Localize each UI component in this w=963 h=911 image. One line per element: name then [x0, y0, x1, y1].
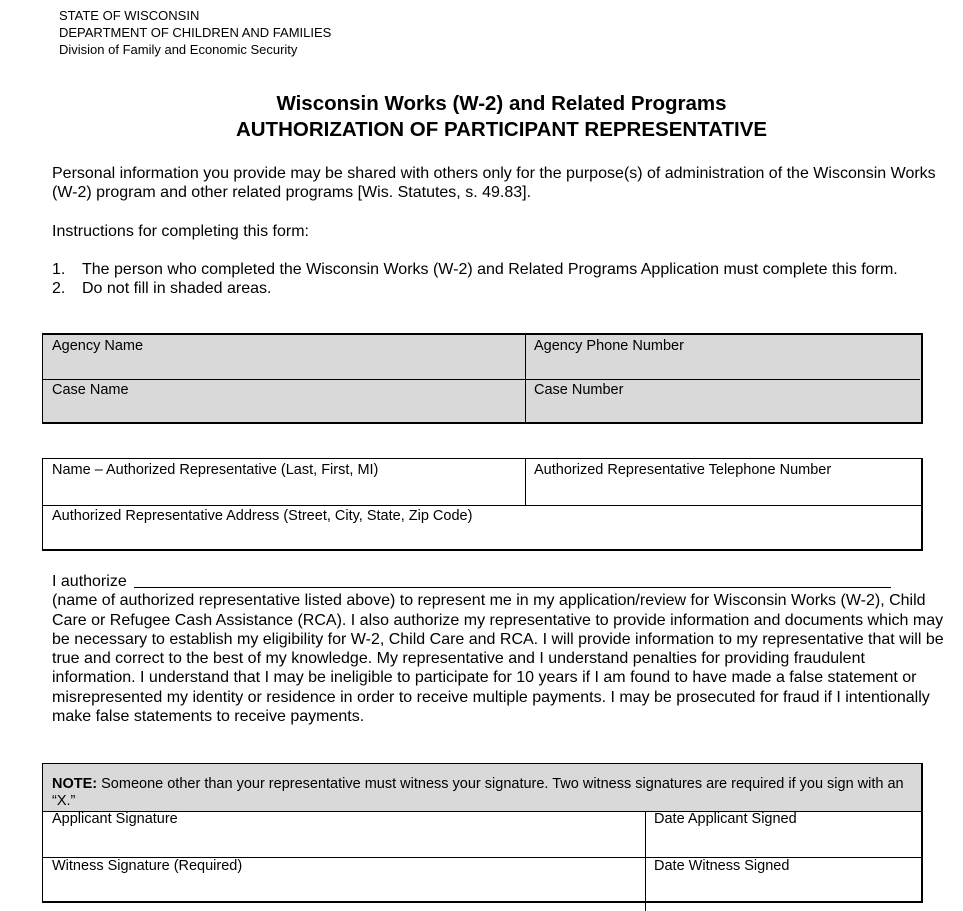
instructions-list [52, 260, 898, 299]
agency-phone-field: Agency Phone Number [534, 338, 684, 354]
privacy-notice: Personal information you provide may be shared with others only for the purpose(s) of administration of the Wisconsin Works (W-2) program and other related programs [Wis. Statutes, s. 49.83]. [52, 165, 936, 202]
agency-info-section [42, 333, 923, 424]
list-item [52, 260, 898, 279]
form-subtitle: AUTHORIZATION OF PARTICIPANT REPRESENTATIVE [235, 118, 768, 141]
agency-name-field: Agency Name [52, 338, 144, 354]
list-item-number: 1. [52, 261, 66, 278]
note-text-block [52, 776, 912, 810]
authorization-statement [52, 572, 952, 726]
authorization-lead: I authorize [52, 573, 127, 590]
date-applicant-signed-field[interactable]: Date Applicant Signed [654, 811, 797, 827]
agency-line-state: STATE OF WISCONSIN [59, 8, 200, 23]
list-item-text: The person who completed the Wisconsin Works (W-2) and Related Programs Application must complete this form. [82, 261, 898, 278]
signature-section [42, 763, 923, 903]
case-number-field: Case Number [534, 382, 624, 398]
agency-line-department: DEPARTMENT OF CHILDREN AND FAMILIES [59, 25, 332, 40]
agency-header [59, 7, 331, 58]
instructions-heading: Instructions for completing this form: [52, 223, 309, 240]
rep-name-field[interactable]: Name – Authorized Representative (Last, First, MI) [52, 462, 379, 478]
date-witness-signed-field[interactable]: Date Witness Signed [654, 858, 790, 874]
authorization-body: (name of authorized representative listed above) to represent me in my application/review for Wisconsin Works (W-2), Child Care or Refugee Cash Assistance (RCA). I also authorize my representative to provide information and documents which may be necessary to establish my eligibility for W-2, Child Care and RCA. I will provide information to my representative that will be true and correct to the best of my knowledge. My representative and I understand penalties for providing fraudulent information. I understand that I may be ineligible to participate for 10 years if I am found to have made a false statement or misrepresented my identity or residence in order to receive multiple payments. I may be prosecuted for fraud if I intentionally make false statements to receive payments. [52, 592, 944, 726]
note-label: NOTE: [52, 776, 98, 792]
form-title: Wisconsin Works (W-2) and Related Programs [276, 92, 727, 115]
witness-signature-field[interactable]: Witness Signature (Required) [52, 858, 243, 874]
agency-line-division: Division of Family and Economic Security [59, 42, 298, 57]
representative-section [42, 458, 923, 551]
list-item [52, 279, 898, 298]
note-banner [43, 764, 921, 811]
list-item-text: Do not fill in shaded areas. [82, 280, 272, 298]
case-name-field: Case Name [52, 382, 129, 398]
applicant-signature-field[interactable]: Applicant Signature [52, 811, 178, 827]
rep-address-field[interactable]: Authorized Representative Address (Street, City, State, Zip Code) [52, 508, 473, 524]
note-body: Someone other than your representative must witness your signature. Two witness signatures are required if you sign with an “X.” [52, 776, 904, 809]
rep-phone-field[interactable]: Authorized Representative Telephone Number [534, 462, 832, 478]
representative-name-blank[interactable] [134, 587, 891, 588]
list-item-number: 2. [52, 280, 66, 298]
